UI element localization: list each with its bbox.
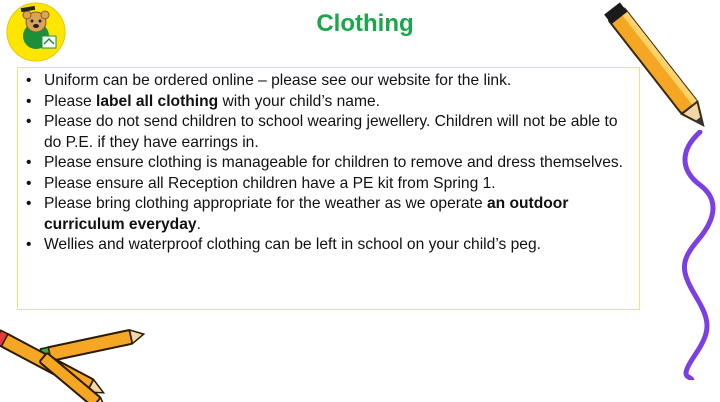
bullet-emphasis: label all clothing (96, 92, 219, 110)
bullet-text: Wellies and waterproof clothing can be left in school on your child’s peg. (44, 236, 541, 253)
bullet-text: with your child’s name. (218, 92, 380, 110)
bullet-item (26, 92, 629, 113)
bullet-dot: • (26, 154, 32, 171)
pencil-icon (598, 0, 720, 138)
bullet-item (26, 112, 629, 153)
content-box (17, 67, 640, 310)
bullet-item (26, 153, 629, 174)
bullet-text: Please ensure all Reception children have a PE kit from Spring 1. (44, 174, 496, 192)
slide-title: Clothing (316, 10, 414, 37)
bullet-dot: • (26, 174, 32, 192)
bullet-text: Please do not send children to school wearing jewellery. Children will not be able to do P.E. if they have earrings in. (44, 113, 618, 151)
bullet-emphasis: an outdoor curriculum everyday (44, 195, 569, 233)
bullet-text: Please ensure clothing is manageable for children to remove and dress themselves. (44, 154, 624, 171)
bullet-dot: • (26, 195, 32, 212)
bullet-text: Please bring clothing appropriate for the weather as we operate (44, 195, 487, 212)
bullet-text: . (196, 215, 201, 233)
bullet-text: Uniform can be ordered online – please see our website for the link. (44, 72, 512, 89)
squiggle-line-icon (670, 130, 720, 380)
bullet-dot: • (26, 236, 32, 253)
crossed-pencils-icon (0, 322, 150, 402)
bullet-dot: • (26, 72, 32, 89)
bullet-item (26, 71, 629, 92)
bullet-item (26, 174, 629, 195)
bullet-item (26, 235, 629, 256)
bullet-dot: • (26, 92, 32, 110)
bullet-list (18, 68, 639, 256)
bullet-item (26, 194, 629, 235)
bullet-text: Please (44, 92, 97, 110)
bullet-dot: • (26, 113, 32, 130)
